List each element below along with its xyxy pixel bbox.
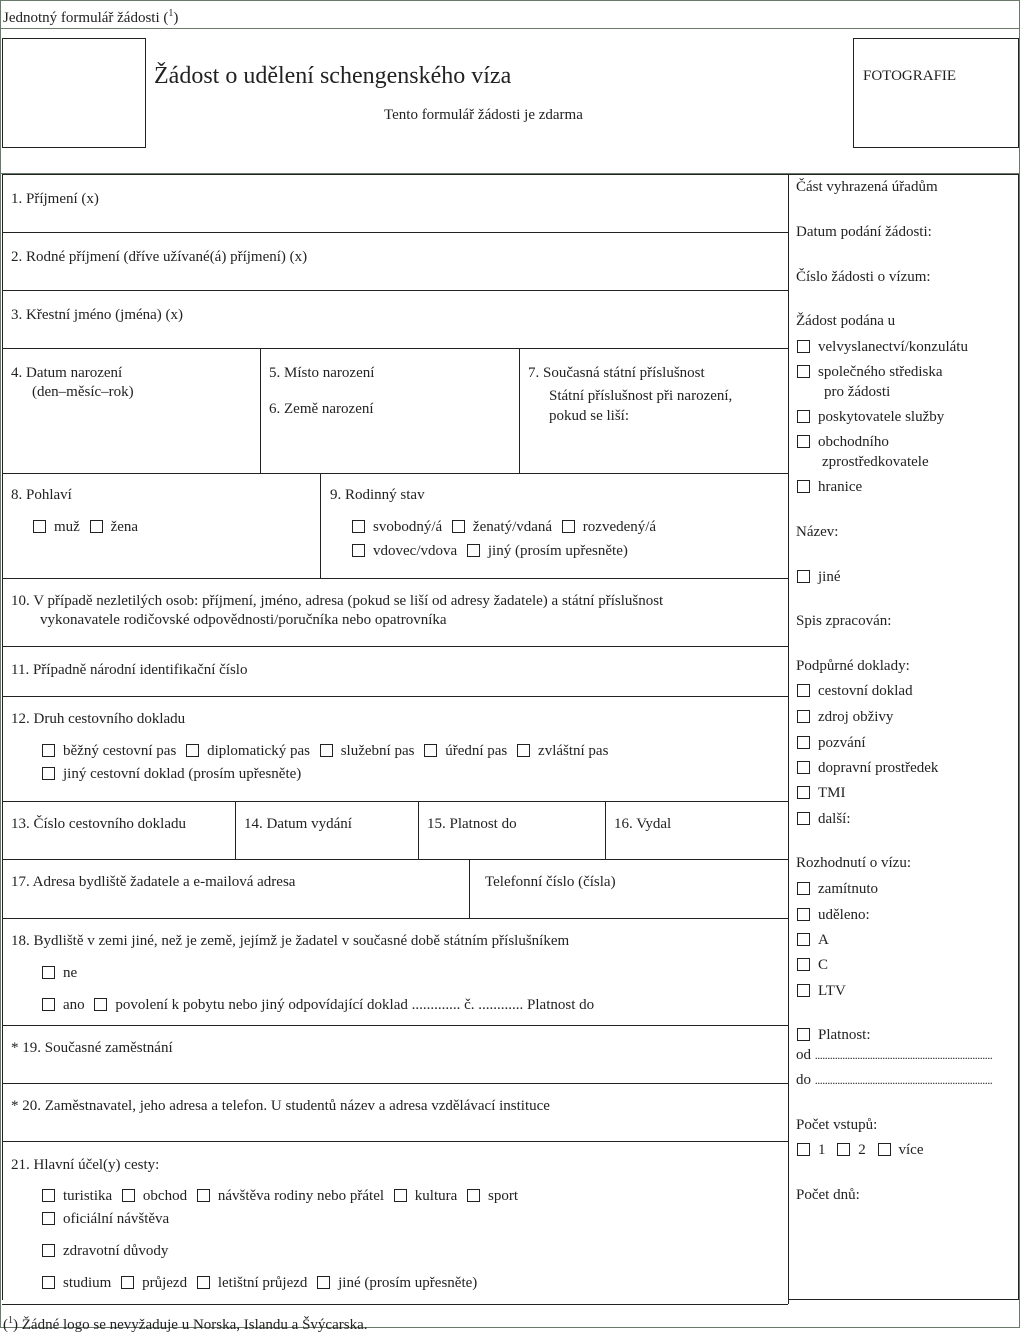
field-civil-status: 9. Rodinný stav <box>330 487 425 503</box>
office-name: Název: <box>796 524 839 540</box>
rule <box>2 1083 788 1084</box>
checkbox-doc-invitation[interactable] <box>797 736 810 749</box>
doc-other: další: <box>797 809 851 829</box>
form-caption: Jednotný formulář žádosti ($^1$) <box>3 8 179 26</box>
photo-box <box>853 38 1019 148</box>
office-other-row: jiné <box>797 567 841 587</box>
field-valid-until[interactable]: 15. Platnost do <box>427 816 517 832</box>
field-first-name[interactable]: 3. Křestní jméno (jména) (x) <box>11 307 184 323</box>
residence-yes-row: ano povolení k pobytu nebo jiný odpovídající doklad ............. č. ............ Platnost do <box>42 995 594 1015</box>
checkbox-male[interactable] <box>33 520 46 533</box>
checkbox-issued[interactable] <box>797 908 810 921</box>
checkbox-widowed[interactable] <box>352 544 365 557</box>
travel-doc-row-2: jiný cestovní doklad (prosím upřesněte) <box>42 764 301 784</box>
rule <box>2 646 788 647</box>
checkbox-refused[interactable] <box>797 882 810 895</box>
field-guardian-cont: vykonavatele rodičovské odpovědnosti/poručníka nebo opatrovníka <box>40 612 447 628</box>
field-occupation[interactable]: * 19. Současné zaměstnání <box>11 1040 173 1056</box>
checkbox-office-other[interactable] <box>797 570 810 583</box>
field-date-of-birth[interactable]: 4. Datum narození <box>11 365 123 381</box>
rule <box>2 918 788 919</box>
field-travel-doc-type: 12. Druh cestovního dokladu <box>11 711 186 727</box>
rule <box>2 578 788 579</box>
office-common-centre-cont: pro žádosti <box>824 384 891 400</box>
field-nationality-at-birth: Státní příslušnost při narození, <box>549 388 733 404</box>
office-submitted-embassy: velvyslanectví/konzulátu <box>797 337 968 357</box>
rule <box>320 473 321 578</box>
purpose-row-2: oficiální návštěva <box>42 1209 169 1229</box>
doc-invitation: pozvání <box>797 733 865 753</box>
decision-refused: zamítnuto <box>797 879 878 899</box>
sex-options: muž žena <box>33 517 138 537</box>
page-title: Žádost o udělení schengenského víza <box>154 63 512 89</box>
checkbox-ordinary-passport[interactable] <box>42 744 55 757</box>
rule <box>2 348 788 349</box>
field-national-id[interactable]: 11. Případně národní identifikační číslo <box>11 662 248 678</box>
residence-no-row: ne <box>42 963 77 983</box>
field-doc-number[interactable]: 13. Číslo cestovního dokladu <box>11 816 186 832</box>
checkbox-airport-transit[interactable] <box>197 1276 210 1289</box>
checkbox-service-passport[interactable] <box>320 744 333 757</box>
checkbox-transit[interactable] <box>121 1276 134 1289</box>
checkbox-doc-transport[interactable] <box>797 761 810 774</box>
purpose-row-4: studium průjezd letištní průjezd jiné (prosím upřesněte) <box>42 1273 477 1293</box>
rule <box>2 1304 788 1305</box>
rule <box>469 859 470 918</box>
checkbox-divorced[interactable] <box>562 520 575 533</box>
checkbox-commercial-intermediary[interactable] <box>797 435 810 448</box>
field-phone[interactable]: Telefonní číslo (čísla) <box>485 874 616 890</box>
checkbox-tourism[interactable] <box>42 1189 55 1202</box>
validity-from: od ....................................................................... <box>796 1047 993 1063</box>
checkbox-special-passport[interactable] <box>517 744 530 757</box>
page-subtitle: Tento formulář žádosti je zdarma <box>384 107 583 123</box>
purpose-row-3: zdravotní důvody <box>42 1241 168 1261</box>
checkbox-residence-no[interactable] <box>42 966 55 979</box>
rule <box>2 1025 788 1026</box>
checkbox-residence-permit[interactable] <box>94 998 107 1011</box>
field-employer[interactable]: * 20. Zaměstnavatel, jeho adresa a telefon. U studentů název a adresa vzdělávací instituce <box>11 1098 550 1114</box>
field-guardian[interactable]: 10. V případě nezletilých osob: příjmení, jméno, adresa (pokud se liší od adresy žadatele) a státní příslušnost <box>11 593 664 609</box>
rule <box>519 348 520 473</box>
field-purpose: 21. Hlavní účel(y) cesty: <box>11 1157 160 1173</box>
field-country-of-birth[interactable]: 6. Země narození <box>269 401 374 417</box>
office-file-handled: Spis zpracován: <box>796 613 892 629</box>
office-submitted-provider: poskytovatele služby <box>797 407 944 427</box>
checkbox-study[interactable] <box>42 1276 55 1289</box>
doc-tmi: TMI <box>797 783 846 803</box>
checkbox-other-travel-doc[interactable] <box>42 767 55 780</box>
office-entries: Počet vstupů: <box>796 1117 878 1133</box>
checkbox-civil-other[interactable] <box>467 544 480 557</box>
office-days: Počet dnů: <box>796 1187 860 1203</box>
field-sex: 8. Pohlaví <box>11 487 72 503</box>
checkbox-doc-travel[interactable] <box>797 684 810 697</box>
decision-ltv: LTV <box>797 981 846 1001</box>
checkbox-medical[interactable] <box>42 1244 55 1257</box>
field-surname[interactable]: 1. Příjmení (x) <box>11 191 99 207</box>
field-issue-date[interactable]: 14. Datum vydání <box>244 816 352 832</box>
field-birth-surname[interactable]: 2. Rodné příjmení (dříve užívané(á) příjmení) (x) <box>11 249 308 265</box>
office-submitted-common-centre: společného střediska <box>797 362 943 382</box>
checkbox-purpose-other[interactable] <box>317 1276 330 1289</box>
office-visa-decision: Rozhodnutí o vízu: <box>796 855 911 871</box>
validity-to: do ....................................................................... <box>796 1072 993 1088</box>
checkbox-residence-yes[interactable] <box>42 998 55 1011</box>
office-submitted-border: hranice <box>797 477 862 497</box>
rule <box>235 801 236 859</box>
rule <box>2 473 788 474</box>
rule <box>2 290 788 291</box>
checkbox-visit-family[interactable] <box>197 1189 210 1202</box>
checkbox-visa-c[interactable] <box>797 958 810 971</box>
checkbox-doc-other[interactable] <box>797 812 810 825</box>
checkbox-entries-2[interactable] <box>837 1143 850 1156</box>
checkbox-culture[interactable] <box>394 1189 407 1202</box>
field-date-of-birth-hint: (den–měsíc–rok) <box>32 384 134 400</box>
checkbox-border[interactable] <box>797 480 810 493</box>
logo-box <box>2 38 146 148</box>
checkbox-female[interactable] <box>90 520 103 533</box>
field-issued-by[interactable]: 16. Vydal <box>614 816 672 832</box>
checkbox-service-provider[interactable] <box>797 410 810 423</box>
office-application-number: Číslo žádosti o vízum: <box>796 269 931 285</box>
doc-travel: cestovní doklad <box>797 681 913 701</box>
checkbox-visa-ltv[interactable] <box>797 984 810 997</box>
decision-a: A <box>797 930 829 950</box>
travel-doc-row-1: běžný cestovní pas diplomatický pas služební pas úřední pas zvláštní pas <box>42 741 608 761</box>
office-supporting-docs: Podpůrné doklady: <box>796 658 910 674</box>
field-nationality-at-birth-cont: pokud se liší: <box>549 408 630 424</box>
decision-issued: uděleno: <box>797 905 870 925</box>
field-address-email[interactable]: 17. Adresa bydliště žadatele a e-mailová adresa <box>11 874 296 890</box>
rule <box>2 801 788 802</box>
validity-row: Platnost: <box>797 1025 871 1045</box>
checkbox-doc-tmi[interactable] <box>797 786 810 799</box>
rule <box>418 801 419 859</box>
rule <box>2 232 788 233</box>
rule <box>260 348 261 473</box>
rule <box>605 801 606 859</box>
checkbox-validity[interactable] <box>797 1028 810 1041</box>
office-title: Část vyhrazená úřadům <box>796 179 938 195</box>
doc-means: zdroj obživy <box>797 707 893 727</box>
checkbox-single[interactable] <box>352 520 365 533</box>
photo-label: FOTOGRAFIE <box>863 68 957 84</box>
checkbox-embassy[interactable] <box>797 340 810 353</box>
decision-c: C <box>797 955 828 975</box>
checkbox-doc-means[interactable] <box>797 710 810 723</box>
checkbox-entries-1[interactable] <box>797 1143 810 1156</box>
rule <box>2 1141 788 1142</box>
doc-transport: dopravní prostředek <box>797 758 938 778</box>
civil-status-row-1: svobodný/á ženatý/vdaná rozvedený/á <box>352 517 656 537</box>
checkbox-sport[interactable] <box>467 1189 480 1202</box>
field-nationality[interactable]: 7. Současná státní příslušnost <box>528 365 705 381</box>
checkbox-entries-multiple[interactable] <box>878 1143 891 1156</box>
field-residence-other-country: 18. Bydliště v zemi jiné, než je země, jejímž je žadatel v současné době státním příslušníkem <box>11 933 570 949</box>
checkbox-official-visit[interactable] <box>42 1212 55 1225</box>
entries-options: 1 2 více <box>797 1140 923 1160</box>
field-place-of-birth[interactable]: 5. Místo narození <box>269 365 375 381</box>
checkbox-common-centre[interactable] <box>797 365 810 378</box>
office-intermediary-cont: zprostředkovatele <box>822 454 929 470</box>
checkbox-visa-a[interactable] <box>797 933 810 946</box>
checkbox-diplomatic-passport[interactable] <box>186 744 199 757</box>
civil-status-row-2: vdovec/vdova jiný (prosím upřesněte) <box>352 541 628 561</box>
office-application-date: Datum podání žádosti: <box>796 224 932 240</box>
footnote: ($^1$) Žádné logo se nevyžaduje u Norska, Islandu a Švýcarska. <box>3 1315 368 1333</box>
checkbox-business[interactable] <box>122 1189 135 1202</box>
rule <box>2 859 788 860</box>
checkbox-official-passport[interactable] <box>424 744 437 757</box>
purpose-row-1: turistika obchod návštěva rodiny nebo přátel kultura sport <box>42 1186 518 1206</box>
office-submitted-at: Žádost podána u <box>796 313 896 329</box>
office-submitted-intermediary: obchodního <box>797 432 889 452</box>
checkbox-married[interactable] <box>452 520 465 533</box>
rule <box>2 696 788 697</box>
